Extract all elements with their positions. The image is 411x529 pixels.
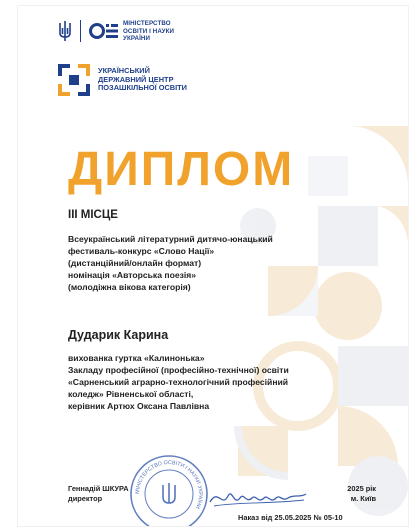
trident-icon — [58, 20, 72, 42]
ministry-mark-icon — [89, 20, 119, 42]
stamp-text: МІНІСТЕРСТВО ОСВІТИ І НАУКИ УКРАЇНИ — [134, 459, 204, 510]
ministry-name: МІНІСТЕРСТВО ОСВІТИ І НАУКИ УКРАЇНИ — [123, 20, 175, 42]
competition-description — [68, 233, 328, 293]
info-line: вихованка гуртка «Калинонька» — [68, 353, 205, 363]
diploma-year: 2025 рік — [347, 484, 376, 493]
center-name: УКРАЇНСЬКИЙ ДЕРЖАВНИЙ ЦЕНТР ПОЗАШКІЛЬНОЇ ОСВІТИ — [98, 66, 187, 93]
official-stamp — [128, 453, 210, 526]
description-line: (молодіжна вікова категорія) — [68, 282, 191, 292]
diploma-city: м. Київ — [350, 493, 376, 503]
description-line: фестиваль-конкурс «Слово Нації» — [68, 246, 215, 256]
logo-divider — [80, 20, 81, 42]
center-logo-icon — [58, 64, 90, 96]
director-block — [68, 484, 129, 503]
info-line: «Сарненський аграрно-технологічний професійний — [68, 377, 289, 387]
director-name: Геннадій ШКУРА — [68, 484, 129, 493]
year-city-block — [336, 484, 376, 503]
place-award: III МІСЦЕ — [68, 209, 118, 221]
info-line: керівник Артюх Оксана Павлівна — [68, 401, 210, 411]
info-line: коледж» Рівненської області, — [68, 389, 194, 399]
info-line: Закладу професійної (професійно-технічної) освіти — [68, 365, 289, 375]
recipient-info — [68, 352, 348, 412]
ministry-logo-row — [58, 20, 193, 43]
director-signature — [208, 480, 308, 510]
order-reference: Наказ від 25.05.2025 № 05-10 — [238, 513, 343, 522]
recipient-name: Дударик Карина — [68, 328, 169, 342]
diploma-page — [18, 6, 408, 526]
description-line: Всеукраїнський літературний дитячо-юнацький — [68, 234, 273, 244]
center-logo-row — [58, 64, 198, 96]
director-role: директор — [68, 493, 103, 503]
description-line: (дистанційний/онлайн формат) — [68, 258, 202, 268]
diploma-title: ДИПЛОМ — [68, 143, 295, 196]
description-line: номінація «Авторська поезія» — [68, 270, 197, 280]
